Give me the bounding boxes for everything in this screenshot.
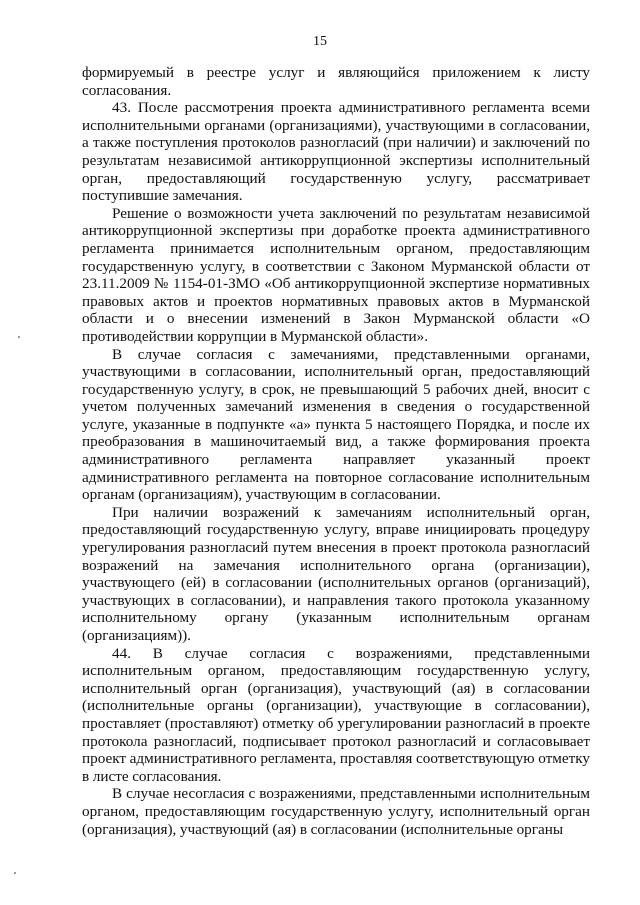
paragraph-objections: При наличии возражений к замечаниям исполнительный орган, предоставляющий государственную услугу, вправе инициировать процедуру урегулирования разногласий путем внесения в проект протокола разногласий возражений на замечания исполнительного органа (организации), участвующего (ей) в согласовании (исполнительных органов (организаций), участвующих в согласовании), и направления такого протокола указанному исполнительному органу (указанным исполнительным органам (организациям)). [82,503,590,644]
paragraph-continuation: формируемый в реестре услуг и являющийся приложением к листу согласования. [82,64,590,99]
paragraph-item-43: 43. После рассмотрения проекта административного регламента всеми исполнительными органами (организациями), участвующими в согласовании, а также поступления протоколов разногласий (при наличии) и заключений по результатам независимой антикоррупционной экспертизы исполнительный орган, предоставляющий государственную услугу, рассматривает поступившие замечания. [82,99,590,205]
scan-dot-left-bottom [14,872,16,874]
page-number: 15 [313,34,327,49]
scan-dot-left-top [18,336,20,338]
paragraph-item-44: 44. В случае согласия с возражениями, представленными исполнительным органом, предоставляющим государственную услугу, исполнительный орган (организация), участвующий (ая) в согласовании (исполнительные органы (организации), участвующие в согласовании), проставляет (проставляют) отметку об урегулировании разногласий в проекте протокола разногласий, подписывает протокол разногласий и согласовывает проект административного регламента, проставляя соответствующую отметку в листе согласования. [82,644,590,785]
paragraph-expertise-decision: Решение о возможности учета заключений по результатам независимой антикоррупционной экспертизы при доработке проекта административного регламента принимается исполнительным органом, предоставляющим государственную услугу, в соответствии с Законом Мурманской области от 23.11.2009 № 1154-01-ЗМО «Об антикоррупционной экспертизе нормативных правовых актов и проектов нормативных правовых актов в Мурманской области и о внесении изменений в Закон Мурманской области «О противодействии коррупции в Мурманской области». [82,204,590,345]
document-body [82,64,590,838]
paragraph-disagreement: В случае несогласия с возражениями, представленными исполнительным органом, предоставляющим государственную услугу, исполнительный орган (организация), участвующий (ая) в согласовании (исполнительные органы [82,785,590,838]
paragraph-agreement-with-remarks: В случае согласия с замечаниями, представленными органами, участвующими в согласовании, исполнительный орган, предоставляющий государственную услугу, в срок, не превышающий 5 рабочих дней, вносит с учетом полученных замечаний изменения в сведения о государственной услуге, указанные в подпункте «а» пункта 5 настоящего Порядка, и после их преобразования в машиночитаемый вид, а также формирования проекта административного регламента направляет указанный проект административного регламента на повторное согласование исполнительным органам (организациям), участвующим в согласовании. [82,345,590,504]
